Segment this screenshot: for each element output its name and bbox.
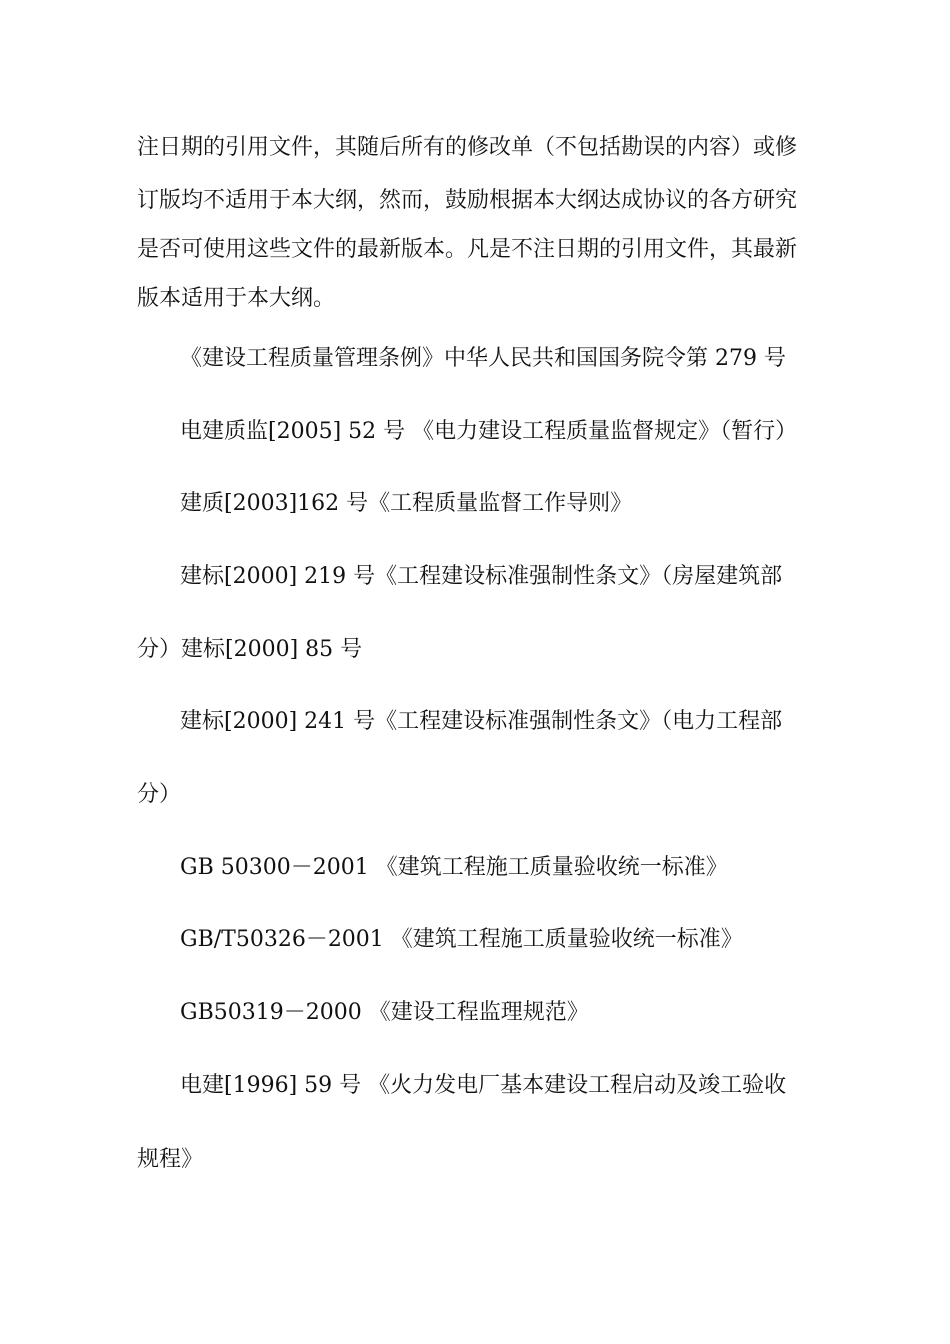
reference-line: 建标[2000] 219 号《工程建设标准强制性条文》（房屋建筑部 (180, 564, 783, 589)
reference-line: 建质[2003]162 号《工程质量监督工作导则》 (180, 491, 633, 516)
reference-line: 电建质监[2005] 52 号 《电力建设工程质量监督规定》（暂行） (180, 419, 798, 444)
reference-line: 建标[2000] 241 号《工程建设标准强制性条文》（电力工程部 (180, 709, 783, 734)
reference-line-continuation: 分）建标[2000] 85 号 (137, 637, 363, 662)
reference-line-continuation: 分） (137, 782, 182, 807)
reference-line: GB50319－2000 《建设工程监理规范》 (180, 1000, 589, 1025)
reference-line: GB/T50326－2001 《建筑工程施工质量验收统一标准》 (180, 927, 743, 952)
paragraph-line: 订版均不适用于本大纲，然而，鼓励根据本大纲达成协议的各方研究 (137, 188, 798, 213)
paragraph-line: 注日期的引用文件，其随后所有的修改单（不包括勘误的内容）或修 (137, 135, 798, 160)
reference-line: GB 50300－2001 《建筑工程施工质量验收统一标准》 (180, 855, 728, 880)
reference-line: 电建[1996] 59 号 《火力发电厂基本建设工程启动及竣工验收 (180, 1073, 787, 1098)
paragraph-line: 版本适用于本大纲。 (137, 286, 336, 311)
reference-line: 《建设工程质量管理条例》中华人民共和国国务院令第 279 号 (180, 346, 786, 371)
reference-line-continuation: 规程》 (137, 1147, 204, 1172)
paragraph-line: 是否可使用这些文件的最新版本。凡是不注日期的引用文件，其最新 (137, 237, 798, 262)
